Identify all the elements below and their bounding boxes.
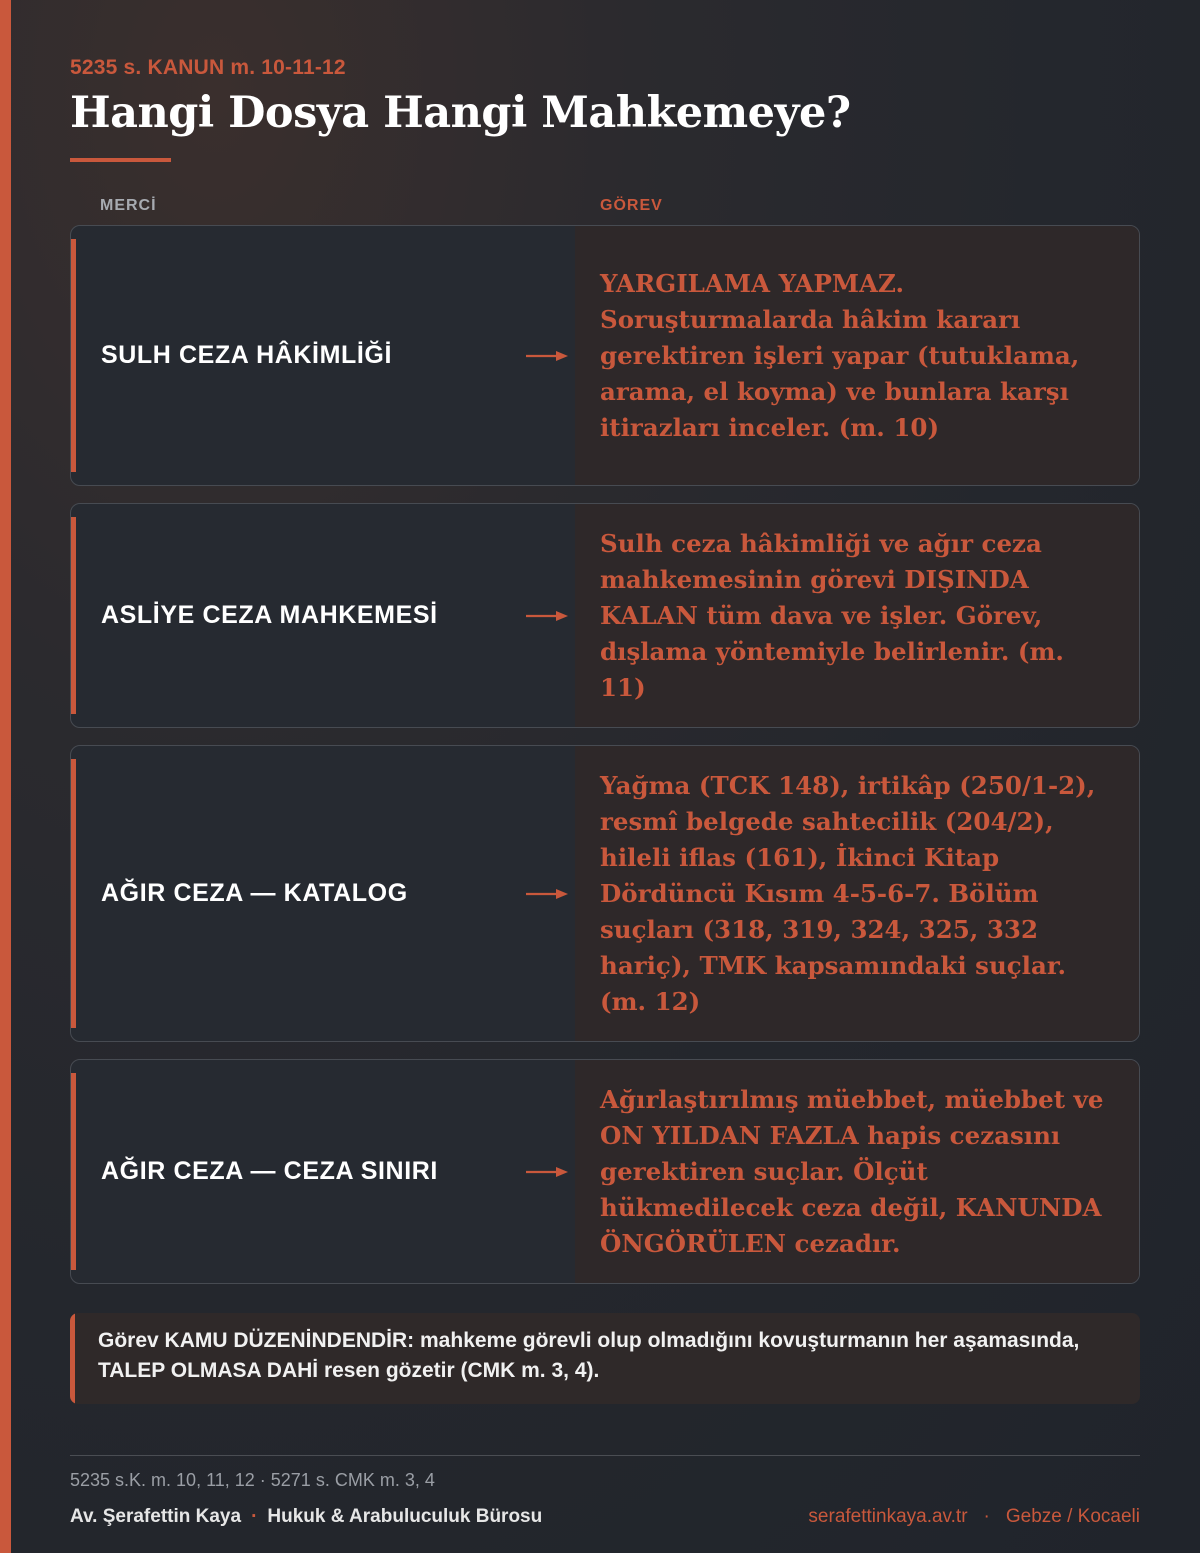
footer-source-references: 5235 s.K. m. 10, 11, 12 · 5271 s. CMK m. 3, 4 xyxy=(70,1470,435,1490)
arrow-right-icon xyxy=(526,610,568,622)
arrow-right-icon xyxy=(526,1166,568,1178)
row-accent-bar xyxy=(71,1073,76,1270)
court-label: AĞIR CEZA — KATALOG xyxy=(101,879,408,907)
arrow-right-icon xyxy=(526,350,568,362)
court-row-agir-ceza-katalog xyxy=(70,745,1140,1042)
court-row-sulh-ceza xyxy=(70,225,1140,486)
column-header-gorev: GÖREV xyxy=(600,197,663,214)
court-duty-text: Yağma (TCK 148), irtikâp (250/1-2), resmî belgede sahtecilik (204/2), hileli iflas (161), İkinci Kitap Dördüncü Kısım 4-5-6-7. Bölüm suçları (318, 319, 324, 325, 332 hariç), TMK kapsamındaki suçlar. (m. 12) xyxy=(600,770,1096,1016)
title-underline xyxy=(70,158,171,162)
column-header-merci: MERCİ xyxy=(100,197,157,214)
row-accent-bar xyxy=(71,239,76,472)
court-duty-text: YARGILAMA YAPMAZ. Soruşturmalarda hâkim kararı gerektiren işleri yapar (tutuklama, arama, el koyma) ve bunlara karşı itirazları inceler. (m. 10) xyxy=(600,268,1080,442)
footer-divider xyxy=(70,1455,1140,1456)
page-title: Hangi Dosya Hangi Mahkemeye? xyxy=(70,88,851,138)
footer-author-line xyxy=(70,1506,542,1528)
row-accent-bar xyxy=(71,759,76,1028)
row-accent-bar xyxy=(71,517,76,714)
court-duty-text: Sulh ceza hâkimliği ve ağır ceza mahkemesinin görevi DIŞINDA KALAN tüm dava ve işler. Görev, dışlama yöntemiyle belirlenir. (m. 11) xyxy=(600,528,1064,702)
note-text: Görev KAMU DÜZENİNDENDİR: mahkeme görevli olup olmadığını kovuşturmanın her aşamasında, TALEP OLMASA DAHİ resen gözetir (CMK m. 3, 4). xyxy=(98,1329,1080,1382)
court-row-agir-ceza-sinir xyxy=(70,1059,1140,1284)
firm-name: Hukuk & Arabuluculuk Bürosu xyxy=(267,1506,543,1527)
public-order-note xyxy=(70,1313,1140,1404)
court-row-asliye-ceza xyxy=(70,503,1140,728)
court-label: SULH CEZA HÂKİMLİĞİ xyxy=(101,341,393,369)
separator-dot: · xyxy=(983,1506,990,1527)
court-label: AĞIR CEZA — CEZA SINIRI xyxy=(101,1157,438,1185)
author-name: Av. Şerafettin Kaya xyxy=(70,1506,242,1527)
court-duty-text: Ağırlaştırılmış müebbet, müebbet ve ON YILDAN FAZLA hapis cezasını gerektiren suçlar. Ölçüt hükmedilecek ceza değil, KANUNDA ÖNGÖRÜLEN cezadır. xyxy=(600,1084,1104,1258)
court-label: ASLİYE CEZA MAHKEMESİ xyxy=(101,601,438,629)
note-accent-bar xyxy=(70,1313,75,1404)
arrow-right-icon xyxy=(526,888,568,900)
footer-site-line xyxy=(808,1506,1140,1528)
separator-dot: · xyxy=(251,1506,258,1527)
location-text: Gebze / Kocaeli xyxy=(1005,1506,1140,1527)
left-edge-bar xyxy=(0,0,11,1553)
website-link[interactable]: serafettinkaya.av.tr xyxy=(808,1506,968,1527)
law-reference-kicker: 5235 s. KANUN m. 10-11-12 xyxy=(70,56,346,79)
